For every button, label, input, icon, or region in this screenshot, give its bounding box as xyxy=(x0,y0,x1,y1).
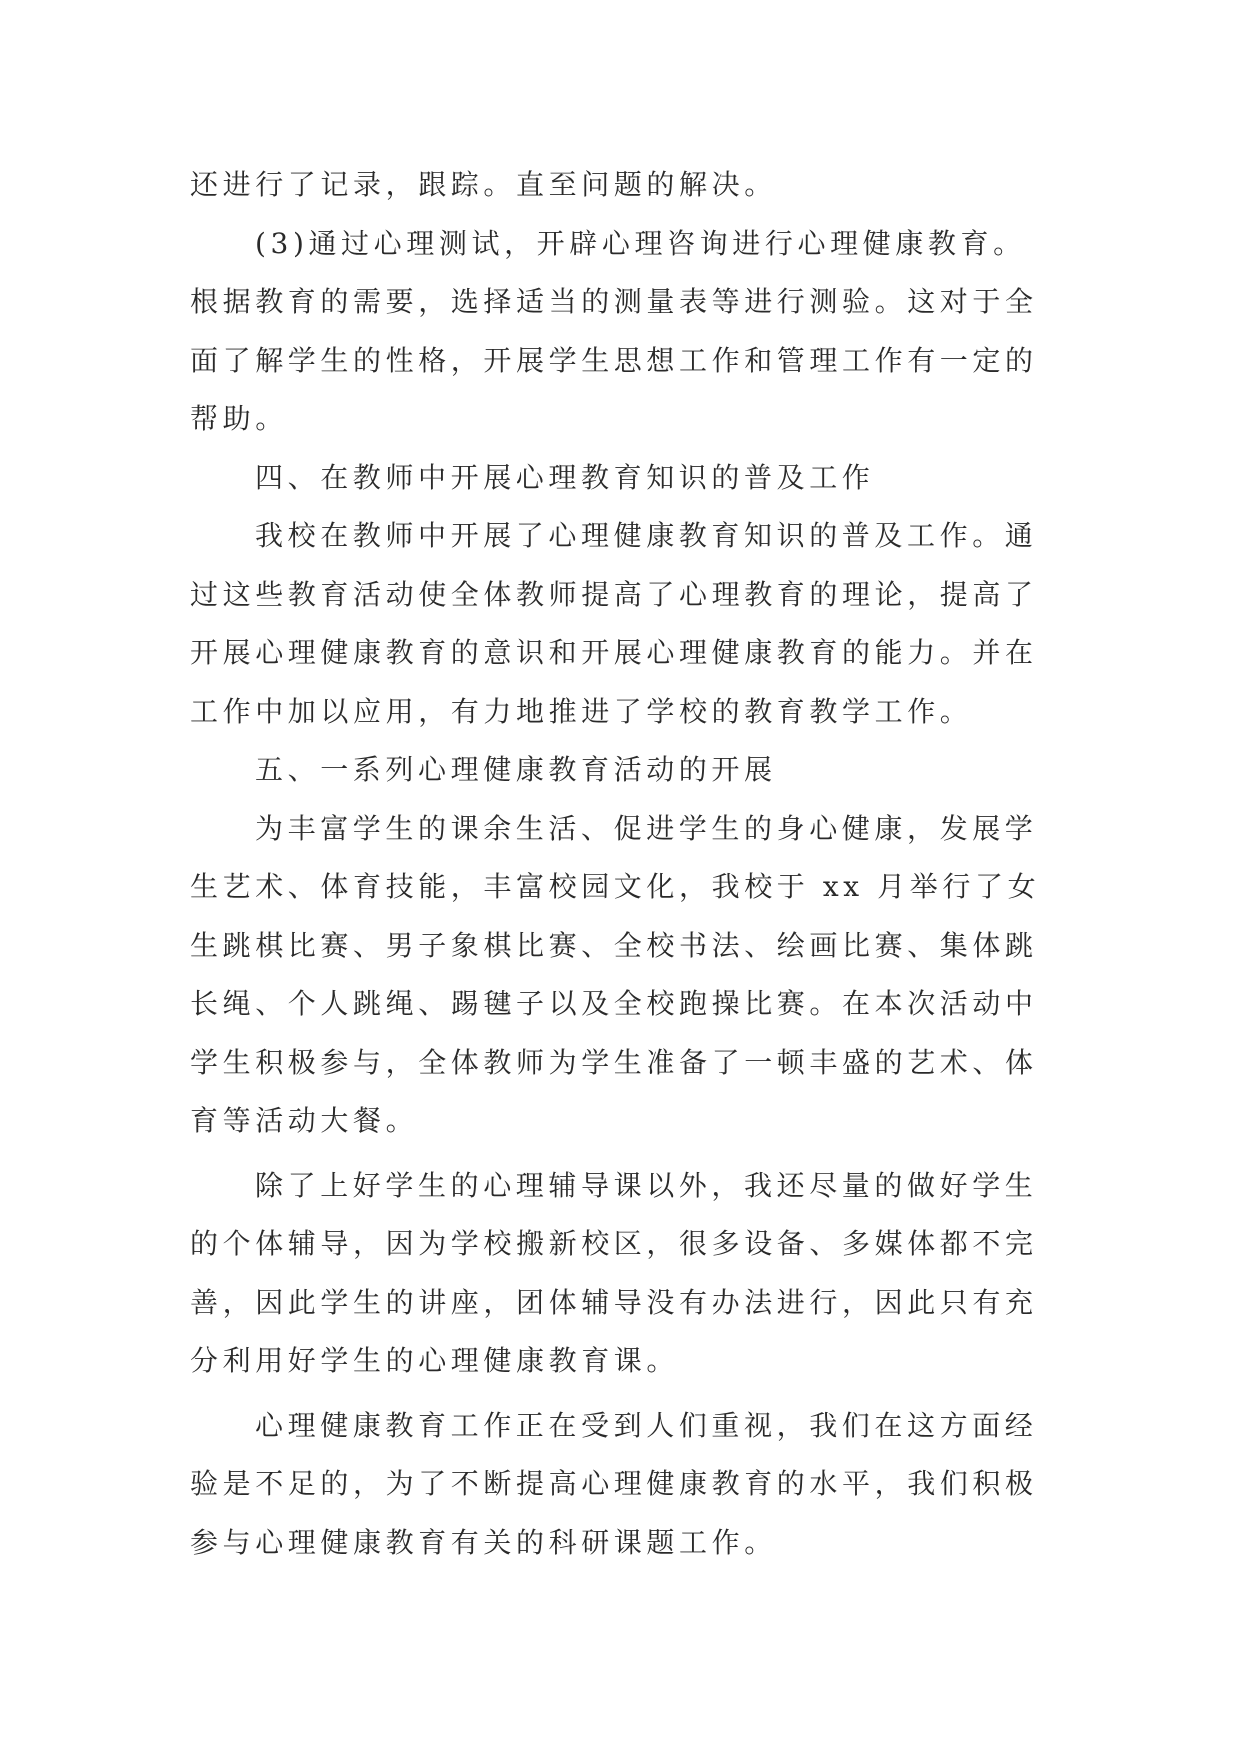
text-line: 工作中加以应用，有力地推进了学校的教育教学工作。 xyxy=(190,694,973,728)
text-line: 还进行了记录，跟踪。直至问题的解决。 xyxy=(190,168,777,201)
text-line: 善，因此学生的讲座，团体辅导没有办法进行，因此只有充 xyxy=(190,1285,1038,1319)
text-line: 为丰富学生的课余生活、促进学生的身心健康，发展学 xyxy=(255,811,1038,845)
paragraph-psych-testing xyxy=(190,215,1060,449)
text-line: 验是不足的，为了不断提高心理健康教育的水平，我们积极 xyxy=(190,1467,1038,1500)
text-line: 根据教育的需要，选择适当的测量表等进行测验。这对于全 xyxy=(190,285,1038,318)
text-line: 四、在教师中开展心理教育知识的普及工作 xyxy=(255,460,875,494)
section-heading-five xyxy=(190,741,1060,800)
document-body xyxy=(190,156,1060,1572)
paragraph-teacher-training xyxy=(190,507,1060,741)
paragraph-research xyxy=(190,1397,1060,1573)
text-line: 开展心理健康教育的意识和开展心理健康教育的能力。并在 xyxy=(190,636,1038,669)
text-line: 育等活动大餐。 xyxy=(190,1104,419,1137)
text-line: 面了解学生的性格，开展学生思想工作和管理工作有一定的 xyxy=(190,343,1038,377)
text-line: (3)通过心理测试，开辟心理咨询进行心理健康教育。 xyxy=(255,226,1026,260)
text-line: 参与心理健康教育有关的科研课题工作。 xyxy=(190,1525,777,1559)
text-line: 心理健康教育工作正在受到人们重视，我们在这方面经 xyxy=(255,1408,1038,1442)
section-heading-four xyxy=(190,449,1060,508)
paragraph-activities xyxy=(190,800,1060,1151)
text-line: 分利用好学生的心理健康教育课。 xyxy=(190,1344,680,1377)
paragraph-individual-counseling xyxy=(190,1157,1060,1391)
text-line: 五、一系列心理健康教育活动的开展 xyxy=(255,753,777,786)
text-line: 除了上好学生的心理辅导课以外，我还尽量的做好学生 xyxy=(255,1168,1038,1202)
text-line: 生跳棋比赛、男子象棋比赛、全校书法、绘画比赛、集体跳 xyxy=(190,928,1038,962)
text-line: 的个体辅导，因为学校搬新校区，很多设备、多媒体都不完 xyxy=(190,1227,1038,1260)
text-line: 生艺术、体育技能，丰富校园文化，我校于 xx 月举行了女 xyxy=(190,870,1041,903)
paragraph-continuation xyxy=(190,156,1060,215)
text-line: 过这些教育活动使全体教师提高了心理教育的理论，提高了 xyxy=(190,577,1038,611)
text-line: 学生积极参与，全体教师为学生准备了一顿丰盛的艺术、体 xyxy=(190,1045,1038,1079)
text-line: 长绳、个人跳绳、踢毽子以及全校跑操比赛。在本次活动中 xyxy=(190,987,1038,1020)
text-line: 我校在教师中开展了心理健康教育知识的普及工作。通 xyxy=(255,519,1038,552)
text-line: 帮助。 xyxy=(190,402,288,435)
